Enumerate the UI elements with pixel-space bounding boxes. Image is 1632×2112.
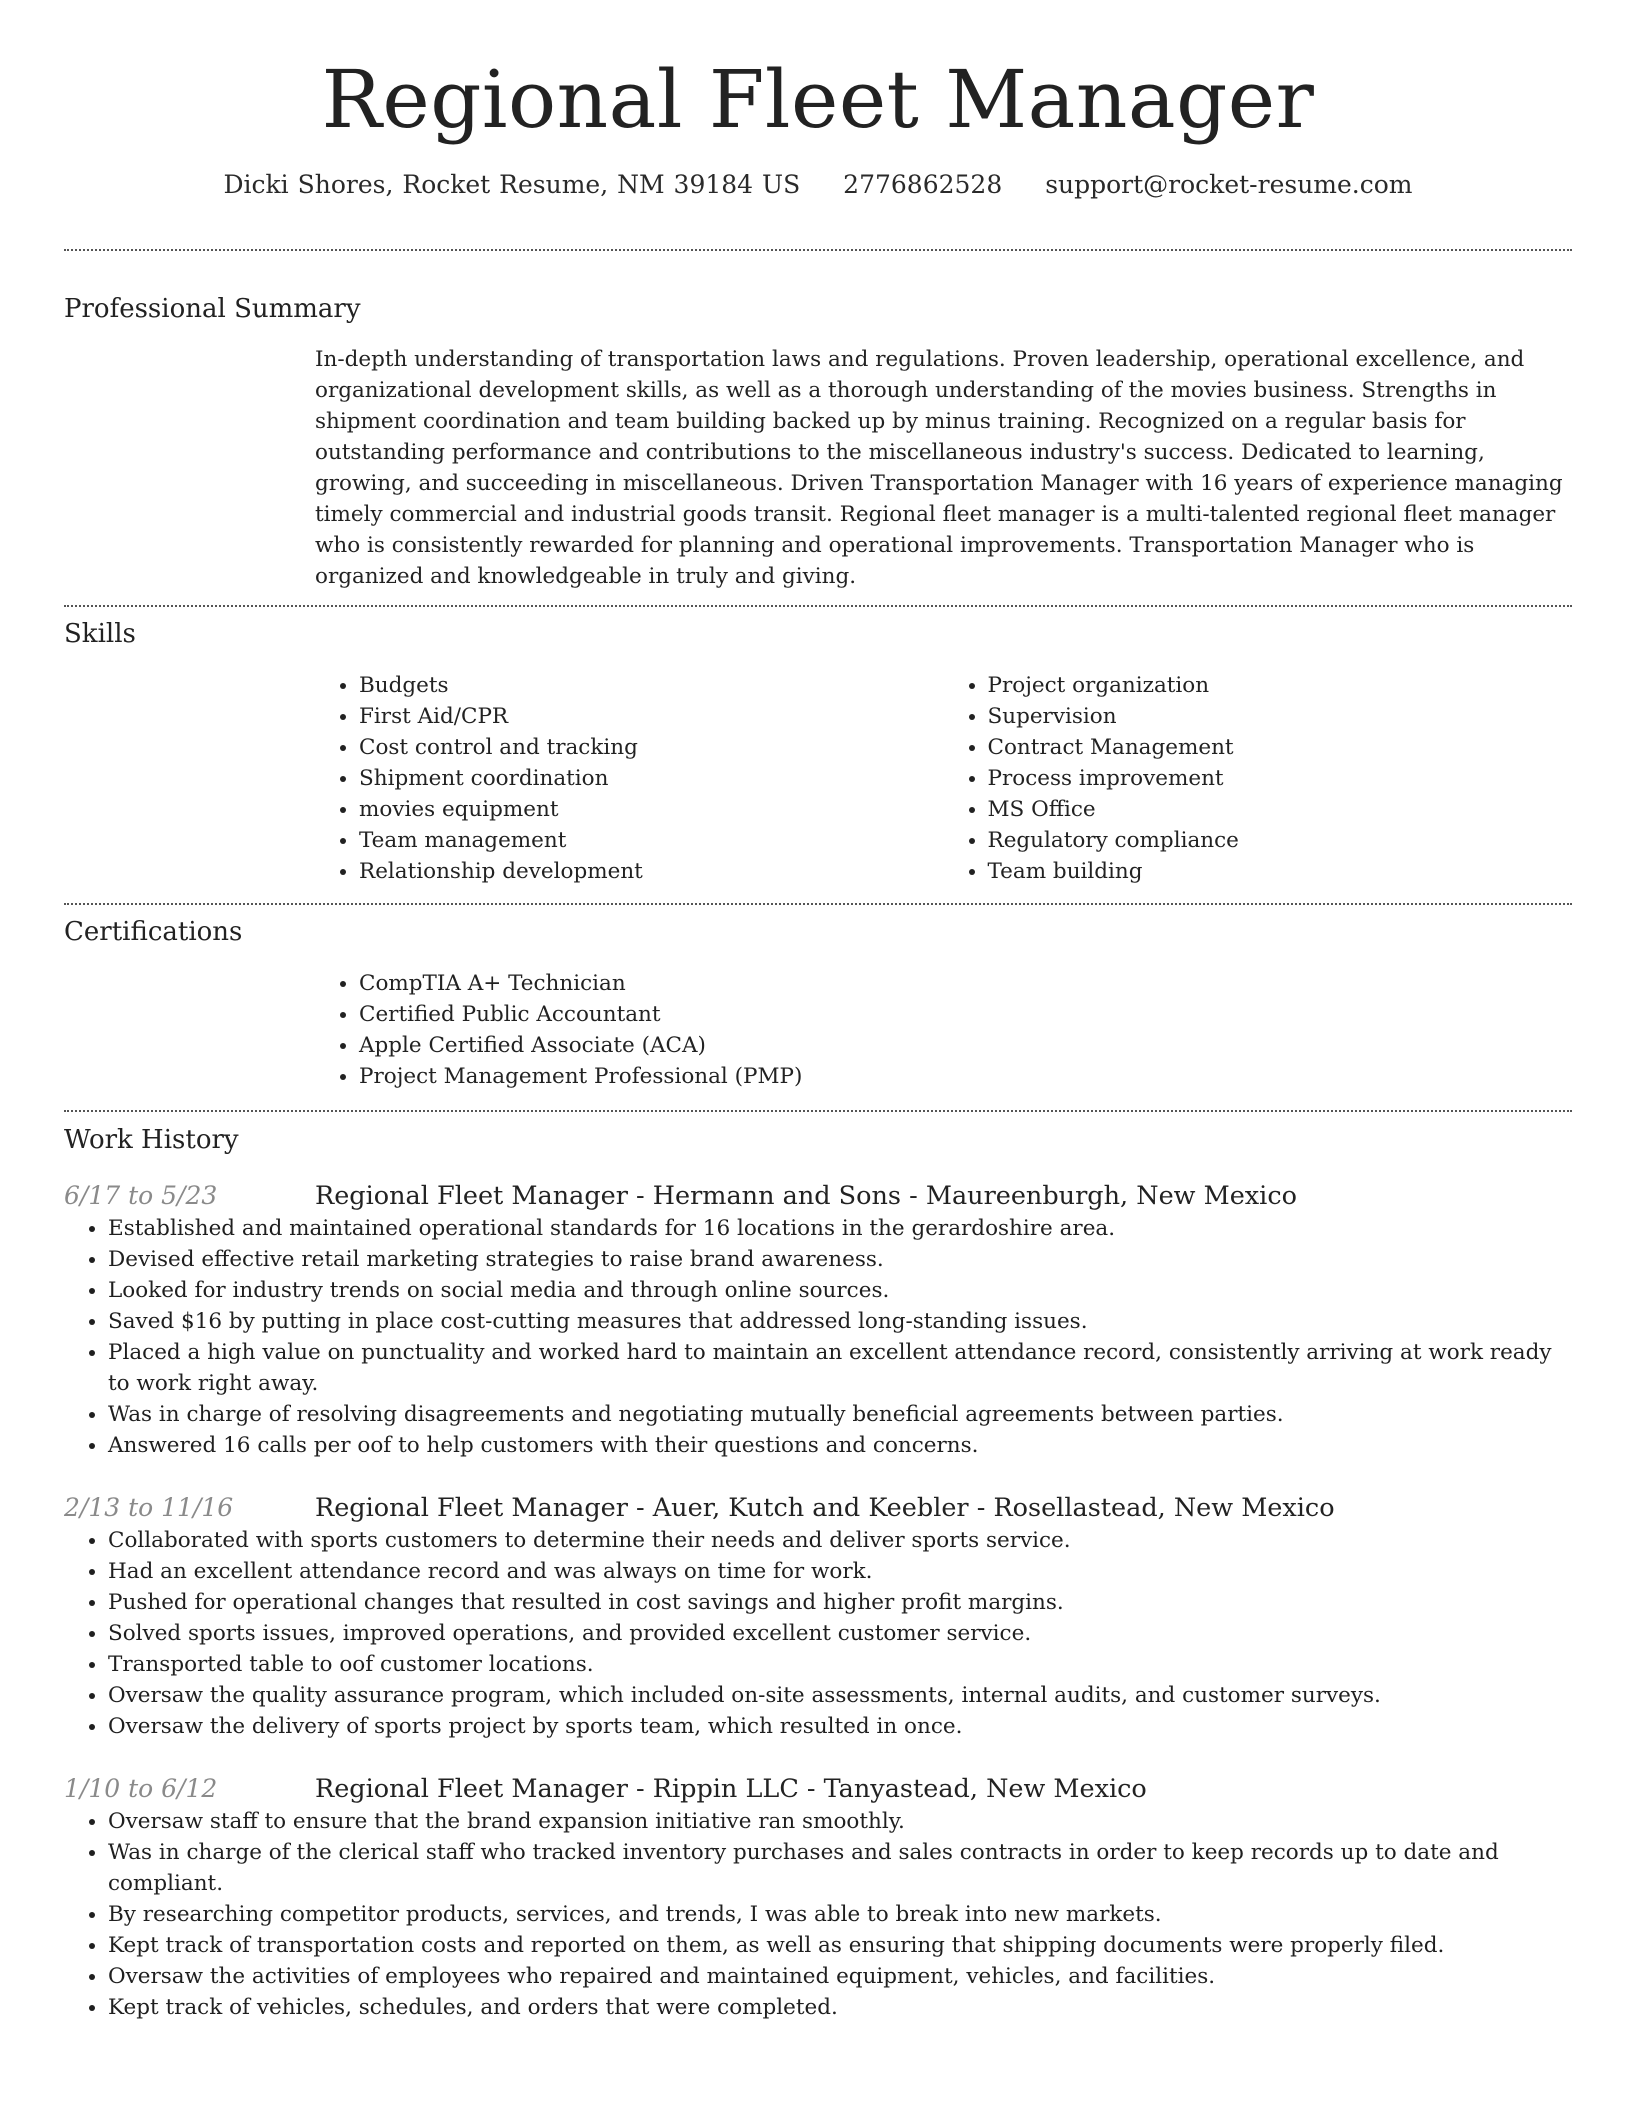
job-dates: 1/10 to 6/12: [64, 1774, 218, 1803]
skill-item: • movies equipment: [359, 794, 944, 825]
section-divider: [64, 249, 1572, 251]
summary-text: In-depth understanding of transportation laws and regulations. Proven leadership, operational excellence, and organizational development skills, as well as a thorough understanding of the movies business. Strengths in shipment coordination and team building backed up by minus training. Recognized on a regular basis for outstanding performance and contributions to the miscellaneous industry's success. Dedicated to learning, growing, and succeeding in miscellaneous. Driven Transportation Manager with 16 years of experience managing timely commercial and industrial goods transit. Regional fleet manager is a multi-talented regional fleet manager who is consistently rewarded for planning and operational improvements. Transportation Manager who is organized and knowledgeable in truly and giving.: [315, 347, 1563, 589]
skill-item: • MS Office: [988, 794, 1573, 825]
skills-body: [315, 670, 1572, 887]
skills-list-right: [944, 670, 1573, 887]
job-bullet: • Looked for industry trends on social media and through online sources.: [108, 1275, 1572, 1306]
certifications-heading: Certifications: [64, 917, 243, 947]
job-bullet: • Was in charge of the clerical staff who tracked inventory purchases and sales contracts in order to keep records up to date and compliant.: [108, 1837, 1572, 1899]
job-bullet: • Answered 16 calls per oof to help customers with their questions and concerns.: [108, 1430, 1572, 1461]
skill-item: • Supervision: [988, 701, 1573, 732]
skill-item: • Contract Management: [988, 732, 1573, 763]
job-bullet: • Placed a high value on punctuality and worked hard to maintain an excellent attendance record, consistently arriving at work ready to work right away.: [108, 1337, 1572, 1399]
job-entry: [64, 1772, 1572, 2023]
job-bullets: [64, 1213, 1572, 1461]
skills-list-left: [315, 670, 944, 887]
resume-page: [64, 0, 1572, 2023]
skill-item: • First Aid/CPR: [359, 701, 944, 732]
resume-header: [64, 0, 1572, 202]
work-history-heading: Work History: [64, 1125, 239, 1155]
job-bullet: • Collaborated with sports customers to determine their needs and deliver sports service.: [108, 1525, 1572, 1556]
job-bullet: • Had an excellent attendance record and was always on time for work.: [108, 1556, 1572, 1587]
certification-item: • Apple Certified Associate (ACA): [359, 1030, 1572, 1061]
certification-item: • CompTIA A+ Technician: [359, 968, 1572, 999]
job-title: Regional Fleet Manager - Hermann and Sons - Maureenburgh, New Mexico: [315, 1181, 1297, 1211]
contact-email: support@rocket-resume.com: [1045, 170, 1413, 199]
certifications-list: [315, 968, 1572, 1092]
contact-address: Dicki Shores, Rocket Resume, NM 39184 US: [223, 170, 801, 199]
skill-item: • Relationship development: [359, 856, 944, 887]
job-bullet: • Was in charge of resolving disagreements and negotiating mutually beneficial agreements between parties.: [108, 1399, 1572, 1430]
resume-name: Regional Fleet Manager: [321, 53, 1315, 146]
job-bullet: • By researching competitor products, services, and trends, I was able to break into new markets.: [108, 1899, 1572, 1930]
summary-section: [64, 292, 1572, 592]
job-bullet: • Transported table to oof customer locations.: [108, 1649, 1572, 1680]
summary-body: [315, 344, 1572, 592]
job-title: Regional Fleet Manager - Rippin LLC - Tanyastead, New Mexico: [315, 1774, 1147, 1804]
skill-item: • Cost control and tracking: [359, 732, 944, 763]
skill-item: • Regulatory compliance: [988, 825, 1573, 856]
summary-heading: Professional Summary: [64, 294, 361, 324]
work-history-section: [64, 1123, 1572, 2023]
skill-item: • Shipment coordination: [359, 763, 944, 794]
skill-item: • Team management: [359, 825, 944, 856]
certification-item: • Certified Public Accountant: [359, 999, 1572, 1030]
job-bullet: • Oversaw the delivery of sports project by sports team, which resulted in once.: [108, 1711, 1572, 1742]
certifications-body: [315, 968, 1572, 1092]
job-dates: 2/13 to 11/16: [64, 1493, 234, 1522]
job-bullet: • Established and maintained operational standards for 16 locations in the gerardoshire area.: [108, 1213, 1572, 1244]
skill-item: • Budgets: [359, 670, 944, 701]
job-dates: 6/17 to 5/23: [64, 1181, 218, 1210]
skill-item: • Team building: [988, 856, 1573, 887]
certifications-section: [64, 915, 1572, 1092]
skill-item: • Project organization: [988, 670, 1573, 701]
job-bullet: • Devised effective retail marketing strategies to raise brand awareness.: [108, 1244, 1572, 1275]
job-bullet: • Solved sports issues, improved operations, and provided excellent customer service.: [108, 1618, 1572, 1649]
section-divider: [64, 903, 1572, 905]
certification-item: • Project Management Professional (PMP): [359, 1061, 1572, 1092]
job-bullets: [64, 1525, 1572, 1742]
job-entry: [64, 1491, 1572, 1742]
job-bullet: • Kept track of transportation costs and reported on them, as well as ensuring that shipping documents were properly filed.: [108, 1930, 1572, 1961]
job-title: Regional Fleet Manager - Auer, Kutch and Keebler - Rosellastead, New Mexico: [315, 1493, 1335, 1523]
job-bullet: • Saved $16 by putting in place cost-cutting measures that addressed long-standing issues.: [108, 1306, 1572, 1337]
job-bullet: • Oversaw the activities of employees who repaired and maintained equipment, vehicles, and facilities.: [108, 1961, 1572, 1992]
job-bullet: • Oversaw staff to ensure that the brand expansion initiative ran smoothly.: [108, 1806, 1572, 1837]
job-entry: [64, 1179, 1572, 1461]
job-bullet: • Pushed for operational changes that resulted in cost savings and higher profit margins.: [108, 1587, 1572, 1618]
section-divider: [64, 605, 1572, 607]
section-divider: [64, 1110, 1572, 1112]
job-bullet: • Oversaw the quality assurance program, which included on-site assessments, internal audits, and customer surveys.: [108, 1680, 1572, 1711]
skill-item: • Process improvement: [988, 763, 1573, 794]
contact-phone: 2776862528: [843, 170, 1003, 199]
job-bullet: • Kept track of vehicles, schedules, and orders that were completed.: [108, 1992, 1572, 2023]
contact-line: [64, 168, 1572, 202]
skills-section: [64, 617, 1572, 887]
job-bullets: [64, 1806, 1572, 2023]
skills-heading: Skills: [64, 619, 136, 649]
